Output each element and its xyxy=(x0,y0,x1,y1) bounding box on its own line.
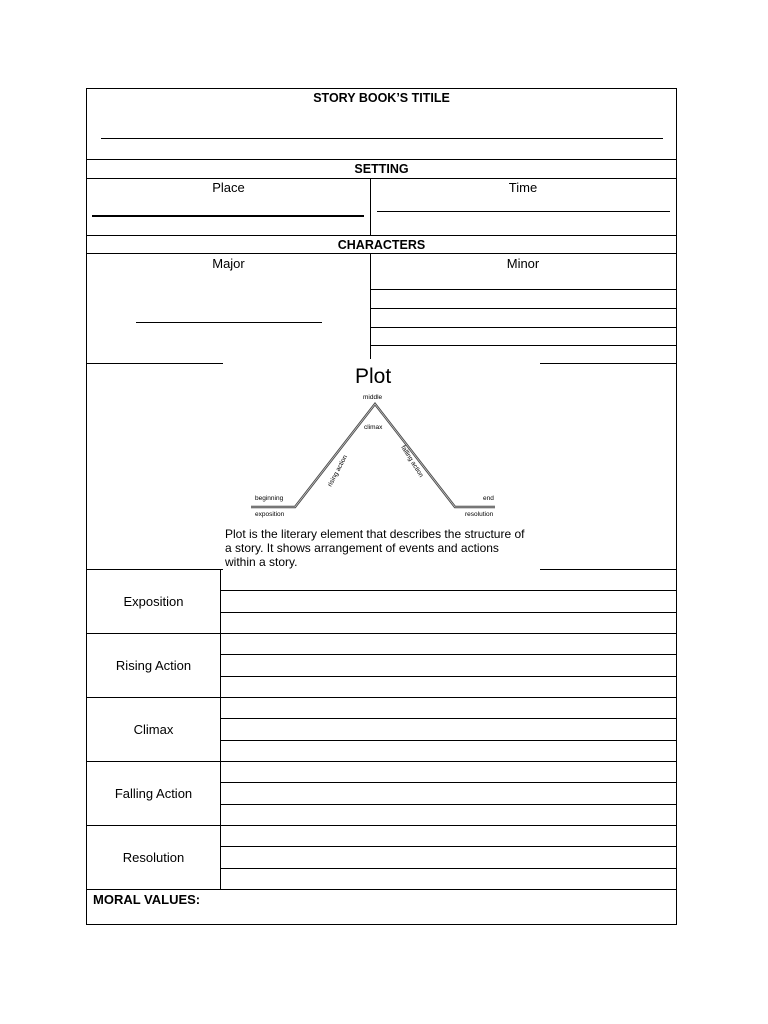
time-line[interactable] xyxy=(377,211,670,212)
rising-action-label: rising action xyxy=(326,454,350,488)
exposition-line[interactable] xyxy=(220,590,676,591)
falling-action-row-label: Falling Action xyxy=(114,785,193,801)
major-label: Major xyxy=(212,256,245,271)
major-character-line[interactable] xyxy=(136,322,322,323)
plot-caption-line: Plot is the literary element that describes the structure of xyxy=(225,527,525,541)
divider xyxy=(540,363,676,364)
end-label: end xyxy=(483,495,494,502)
minor-character-line[interactable] xyxy=(370,289,676,290)
plot-title: Plot xyxy=(355,365,392,388)
minor-character-line[interactable] xyxy=(370,345,676,346)
divider xyxy=(87,253,676,254)
divider xyxy=(540,569,676,570)
divider xyxy=(87,159,676,160)
place-line[interactable] xyxy=(92,215,364,217)
minor-label: Minor xyxy=(506,256,540,271)
divider xyxy=(87,178,676,179)
time-label: Time xyxy=(508,180,538,195)
minor-character-line[interactable] xyxy=(370,308,676,309)
moral-values-field[interactable] xyxy=(87,889,676,924)
characters-header: CHARACTERS xyxy=(337,238,426,252)
exposition-line[interactable] xyxy=(220,612,676,613)
falling-action-line[interactable] xyxy=(220,782,676,783)
divider xyxy=(87,235,676,236)
resolution-line[interactable] xyxy=(220,846,676,847)
rising-action-line[interactable] xyxy=(220,676,676,677)
beginning-label: beginning xyxy=(255,495,284,502)
resolution-row-label: Resolution xyxy=(122,849,185,865)
middle-label: middle xyxy=(363,394,383,401)
climax-line[interactable] xyxy=(220,718,676,719)
story-worksheet xyxy=(86,88,677,925)
falling-action-label: falling action xyxy=(399,444,425,479)
climax-line[interactable] xyxy=(220,740,676,741)
climax-label: climax xyxy=(364,424,383,431)
plot-diagram xyxy=(223,359,540,571)
resolution-line[interactable] xyxy=(220,868,676,869)
setting-header: SETTING xyxy=(354,162,409,176)
climax-row-label: Climax xyxy=(133,721,174,737)
moral-values-label: MORAL VALUES: xyxy=(93,892,201,907)
exposition-label: exposition xyxy=(255,511,285,518)
exposition-label: Exposition xyxy=(123,593,184,609)
plot-caption-line: a story. It shows arrangement of events and actions xyxy=(225,541,499,555)
divider xyxy=(87,363,223,364)
minor-character-line[interactable] xyxy=(370,327,676,328)
divider xyxy=(220,569,221,889)
resolution-label: resolution xyxy=(465,511,494,518)
story-title-line[interactable] xyxy=(101,138,663,139)
rising-action-line[interactable] xyxy=(220,654,676,655)
story-title-label: STORY BOOK’S TITILE xyxy=(313,91,450,105)
place-label: Place xyxy=(212,180,245,195)
rising-action-row-label: Rising Action xyxy=(115,657,192,673)
plot-caption-line: within a story. xyxy=(225,555,298,569)
falling-action-line[interactable] xyxy=(220,804,676,805)
